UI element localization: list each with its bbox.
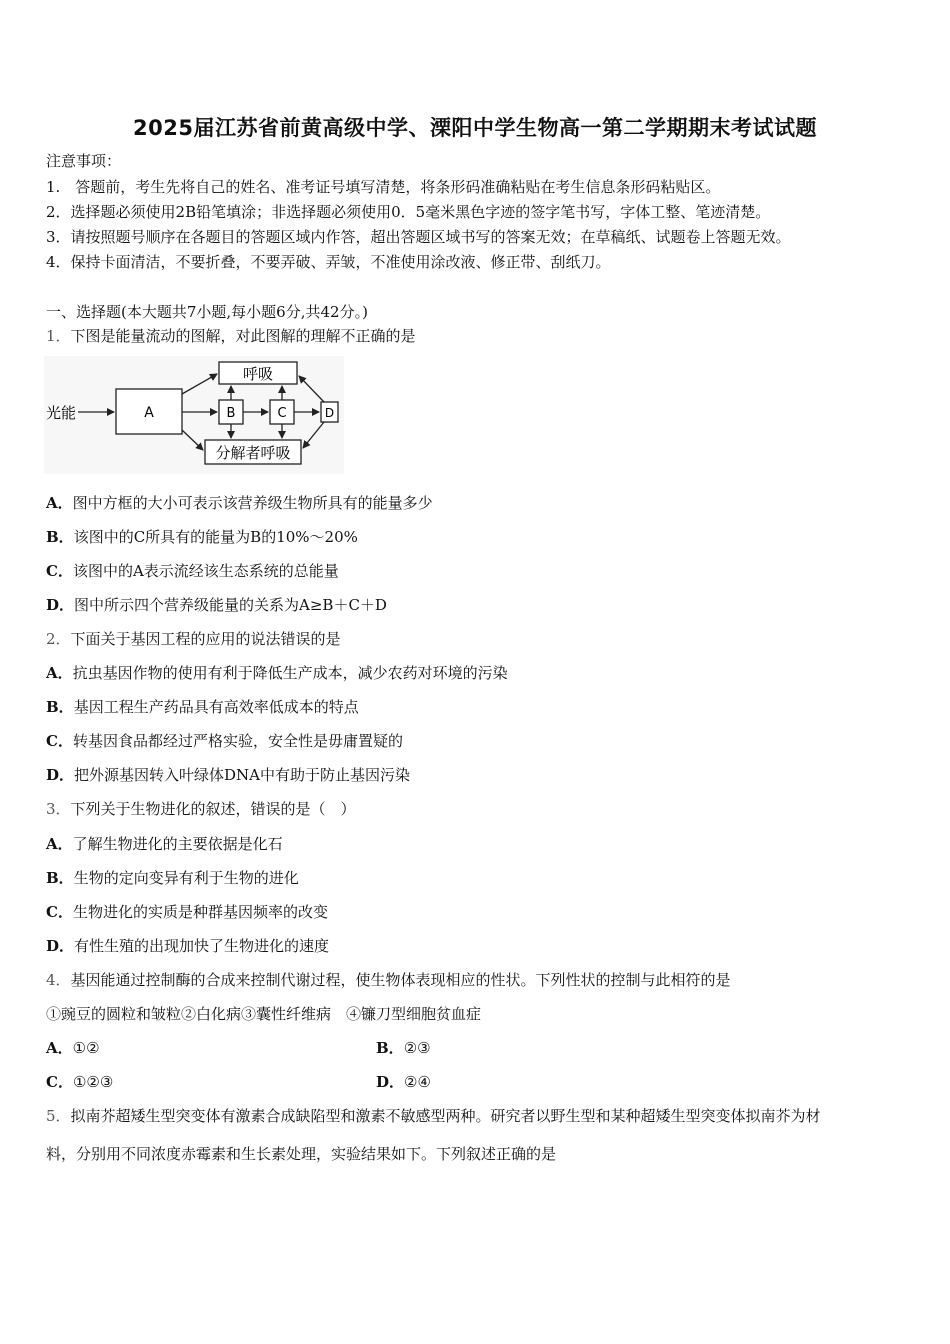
question-2-stem: 2．下面关于基因工程的应用的说法错误的是 — [46, 630, 341, 648]
q1-option-d: D．图中所示四个营养级能量的关系为A≥B＋C＋D — [46, 596, 387, 614]
question-5-stem-line1: 5．拟南芥超矮生型突变体有激素合成缺陷型和激素不敏感型两种。研究者以野生型和某种超矮生型突变体拟南芥为材 — [46, 1107, 821, 1125]
energy-flow-diagram — [44, 356, 344, 474]
question-5-stem-line2: 料，分别用不同浓度赤霉素和生长素处理，实验结果如下。下列叙述正确的是 — [46, 1145, 557, 1163]
q2-option-c: C．转基因食品都经过严格实验，安全性是毋庸置疑的 — [46, 732, 403, 750]
question-number: 1． — [46, 327, 71, 345]
q4-option-a: A．①② — [46, 1039, 100, 1057]
box-d-label: D — [324, 406, 335, 420]
q2-option-a: A．抗虫基因作物的使用有利于降低生产成本，减少农药对环境的污染 — [46, 664, 508, 682]
question-4-substem: ①豌豆的圆粒和皱粒②白化病③囊性纤维病 ④镰刀型细胞贫血症 — [46, 1005, 482, 1023]
q4-option-b: B．②③ — [376, 1039, 431, 1057]
q4-option-d: D．②④ — [376, 1073, 431, 1091]
notice-item-4: 4．保持卡面清洁，不要折叠，不要弄破、弄皱，不准使用涂改液、修正带、刮纸刀。 — [46, 253, 611, 271]
page-title: 2025届江苏省前黄高级中学、溧阳中学生物高一第二学期期末考试试题 — [133, 116, 817, 140]
box-b-label: B — [226, 406, 236, 421]
question-3-stem: 3．下列关于生物进化的叙述，错误的是（ ） — [46, 800, 356, 818]
q2-option-b: B．基因工程生产药品具有高效率低成本的特点 — [46, 698, 359, 716]
q3-option-b: B．生物的定向变异有利于生物的进化 — [46, 869, 299, 887]
q3-option-d: D．有性生殖的出现加快了生物进化的速度 — [46, 937, 330, 955]
box-a-label: A — [144, 405, 154, 421]
q3-option-c: C．生物进化的实质是种群基因频率的改变 — [46, 903, 328, 921]
notice-item-3: 3．请按照题号顺序在各题目的答题区域内作答，超出答题区域书写的答案无效；在草稿纸、试题卷上答题无效。 — [46, 228, 791, 246]
question-1-stem: 1．下图是能量流动的图解，对此图解的理解不正确的是 — [46, 327, 416, 345]
notice-item-2: 2．选择题必须使用2B铅笔填涂；非选择题必须使用0．5毫米黑色字迹的签字笔书写，字体工整、笔迹清楚。 — [46, 203, 771, 221]
question-4-stem: 4．基因能通过控制酶的合成来控制代谢过程，使生物体表现相应的性状。下列性状的控制与此相符的是 — [46, 971, 731, 989]
q1-option-a: A．图中方框的大小可表示该营养级生物所具有的能量多少 — [46, 494, 433, 512]
q1-option-b: B．该图中的C所具有的能量为B的10%～20% — [46, 528, 358, 546]
q4-option-c: C．①②③ — [46, 1073, 114, 1091]
light-energy-label: 光能 — [46, 404, 77, 422]
notice-item-1: 1. 答题前，考生先将自己的姓名、准考证号填写清楚，将条形码准确粘贴在考生信息条形码粘贴区。 — [46, 178, 721, 196]
section-heading: 一、选择题(本大题共7小题,每小题6分,共42分。) — [46, 303, 368, 321]
notice-heading: 注意事项： — [46, 152, 122, 170]
q2-option-d: D．把外源基因转入叶绿体DNA中有助于防止基因污染 — [46, 766, 411, 784]
q3-option-a: A．了解生物进化的主要依据是化石 — [46, 835, 283, 853]
respiration-label: 呼吸 — [242, 365, 274, 383]
q1-option-c: C．该图中的A表示流经该生态系统的总能量 — [46, 562, 339, 580]
decomposer-label: 分解者呼吸 — [215, 444, 291, 462]
box-c-label: C — [277, 406, 287, 421]
